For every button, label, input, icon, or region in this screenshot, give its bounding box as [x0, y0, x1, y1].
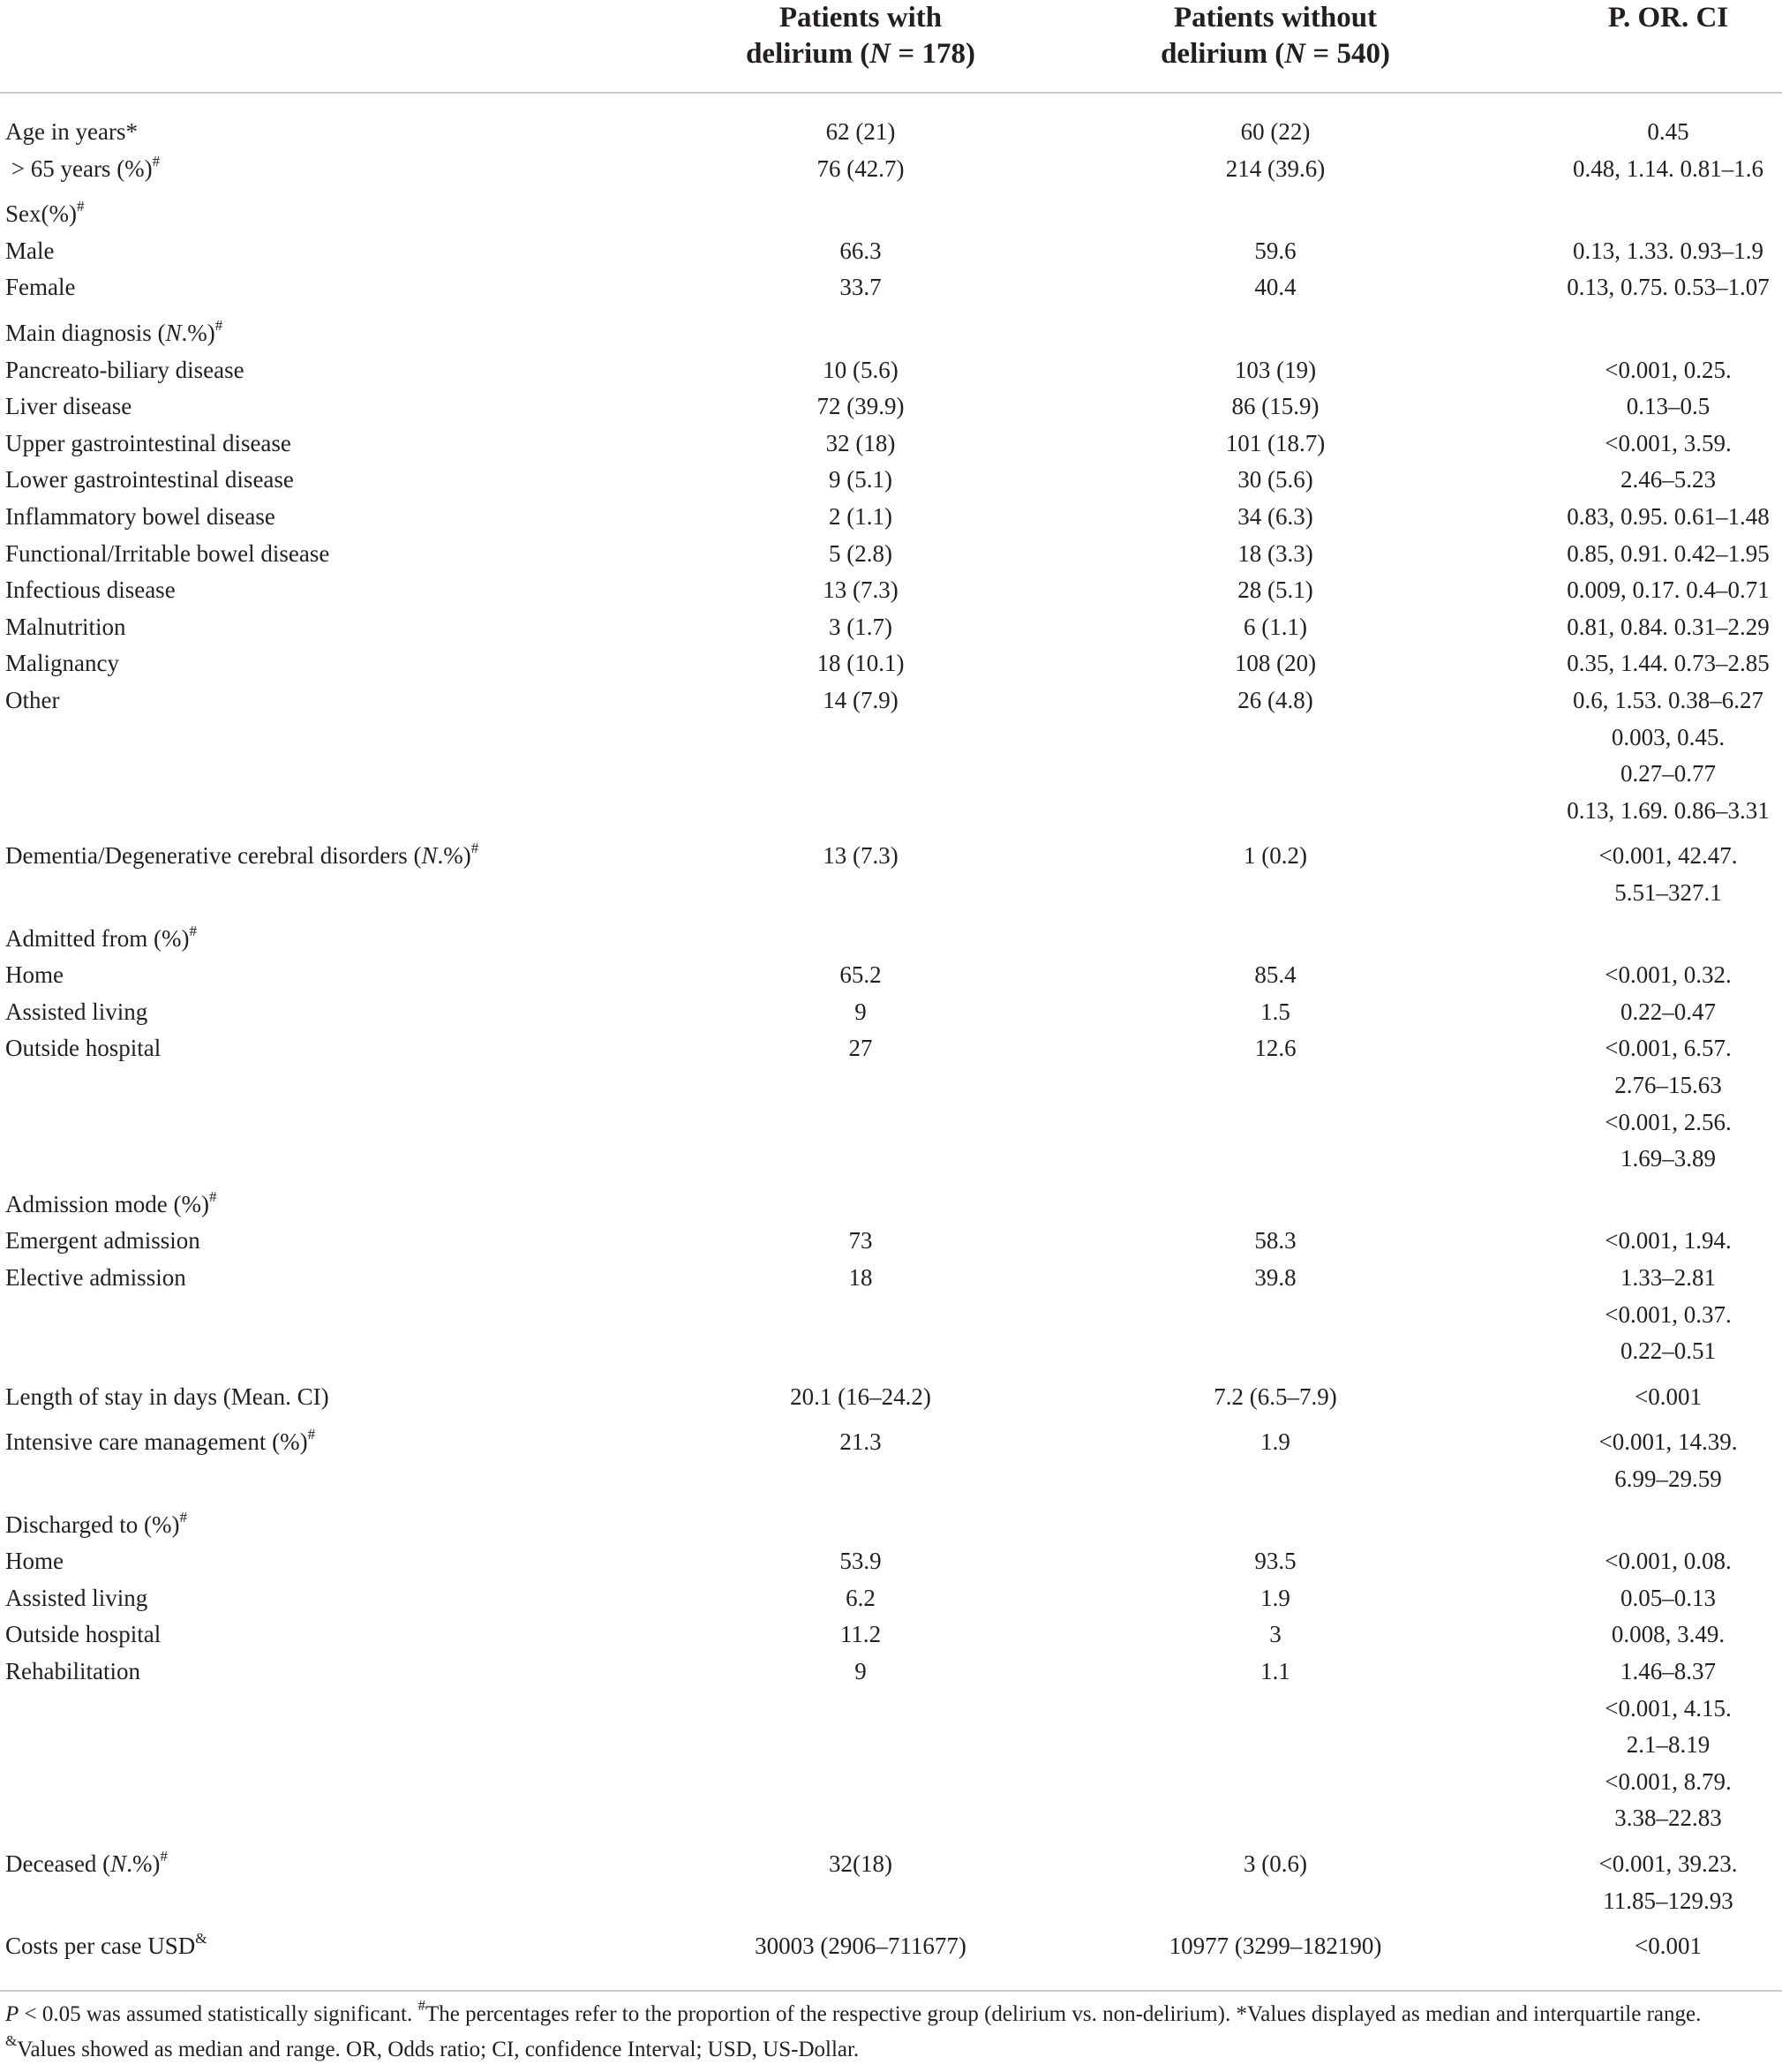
without-delirium-cell: 1.9 [1260, 1584, 1290, 1611]
table-row [0, 682, 1782, 719]
table-row [0, 1616, 1782, 1653]
without-delirium-cell: 3 [1269, 1621, 1282, 1648]
with-delirium-cell: 18 (10.1) [816, 650, 905, 677]
table-row [0, 719, 1782, 756]
without-delirium-cell: 26 (4.8) [1237, 687, 1313, 713]
footnote-marker: # [214, 317, 223, 334]
table-row [0, 1927, 1782, 1964]
p-or-ci-cell: <0.001, 6.57. [1605, 1035, 1732, 1062]
with-delirium-cell: 18 [848, 1264, 873, 1291]
p-or-ci-cell: <0.001, 8.79. [1605, 1767, 1732, 1795]
row-label: Pancreato-biliary disease [5, 356, 244, 383]
row-label: Home [5, 961, 64, 989]
without-delirium-cell: 103 (19) [1234, 356, 1317, 383]
without-delirium-cell: 34 (6.3) [1237, 503, 1313, 530]
row-label: Main diagnosis (N.%)# [5, 317, 223, 346]
with-delirium-cell: 72 (39.9) [816, 393, 905, 420]
without-delirium-cell: 1.9 [1260, 1428, 1290, 1456]
table-row [0, 232, 1782, 269]
table-row [0, 388, 1782, 425]
p-or-ci-cell: 2.46–5.23 [1620, 466, 1716, 494]
p-or-ci-cell: 0.13, 0.75. 0.53–1.07 [1567, 274, 1770, 301]
footnote-marker: # [208, 1187, 217, 1205]
table-row [0, 461, 1782, 498]
with-delirium-cell: 5 (2.8) [829, 539, 892, 567]
p-or-ci-cell: 0.27–0.77 [1620, 760, 1716, 787]
p-or-ci-cell: <0.001 [1635, 1933, 1702, 1960]
p-or-ci-cell: <0.001, 0.25. [1605, 356, 1732, 383]
row-label: Inflammatory bowel disease [5, 503, 275, 530]
table-row [0, 1726, 1782, 1763]
row-label: Assisted living [5, 998, 148, 1025]
table-row [0, 498, 1782, 535]
with-delirium-cell: 13 (7.3) [823, 842, 899, 870]
without-delirium-cell: 39.8 [1254, 1264, 1297, 1291]
table-row [0, 535, 1782, 572]
table-row [0, 1378, 1782, 1415]
footnote-marker: # [189, 922, 197, 939]
p-or-ci-cell: <0.001, 0.08. [1605, 1548, 1732, 1575]
table-row [0, 837, 1782, 874]
table-row [0, 1104, 1782, 1141]
row-label: Infectious disease [5, 576, 176, 604]
p-or-ci-cell: 0.6, 1.53. 0.38–6.27 [1573, 687, 1763, 713]
header-col-p-or-ci: P. OR. CI [1607, 2, 1729, 34]
table-row [0, 1332, 1782, 1369]
table-row [0, 1029, 1782, 1066]
row-label: Outside hospital [5, 1035, 162, 1062]
p-or-ci-cell: <0.001, 2.56. [1605, 1108, 1732, 1135]
row-label: Functional/Irritable bowel disease [5, 539, 330, 567]
p-or-ci-cell: 0.83, 0.95. 0.61–1.48 [1567, 503, 1770, 530]
with-delirium-cell: 30003 (2906–711677) [755, 1933, 966, 1960]
footnote-marker: # [470, 840, 479, 857]
p-or-ci-cell: 0.22–0.51 [1620, 1337, 1716, 1365]
table-row [0, 1259, 1782, 1296]
row-label: Sex(%)# [5, 198, 85, 228]
table-row [0, 1066, 1782, 1104]
p-or-ci-cell: 0.48, 1.14. 0.81–1.6 [1573, 154, 1763, 182]
with-delirium-cell: 32(18) [829, 1850, 892, 1877]
with-delirium-cell: 62 (21) [825, 118, 896, 145]
without-delirium-cell: 12.6 [1254, 1035, 1297, 1062]
without-delirium-cell: 30 (5.6) [1237, 466, 1313, 494]
without-delirium-cell: 6 (1.1) [1244, 613, 1307, 640]
p-or-ci-cell: 0.45 [1647, 118, 1689, 145]
p-or-ci-cell: 3.38–22.83 [1614, 1805, 1722, 1832]
table-row [0, 956, 1782, 993]
p-or-ci-cell: <0.001, 4.15. [1605, 1694, 1732, 1722]
with-delirium-cell: 73 [848, 1227, 873, 1255]
without-delirium-cell: 1.1 [1260, 1658, 1290, 1684]
with-delirium-cell: 27 [848, 1035, 873, 1062]
footnote-marker: # [307, 1426, 316, 1443]
with-delirium-cell: 3 (1.7) [829, 613, 892, 640]
without-delirium-cell: 101 (18.7) [1225, 429, 1326, 456]
p-or-ci-cell: 0.13–0.5 [1626, 393, 1711, 420]
with-delirium-cell: 2 (1.1) [829, 503, 892, 530]
table-row [0, 113, 1782, 150]
table-row [0, 755, 1782, 792]
row-label: Deceased (N.%)# [5, 1848, 168, 1877]
header-col2-line1: Patients without [1173, 2, 1378, 34]
row-label: Male [5, 237, 55, 264]
p-or-ci-cell: 0.85, 0.91. 0.42–1.95 [1567, 539, 1770, 567]
without-delirium-cell: 86 (15.9) [1231, 393, 1320, 420]
with-delirium-cell: 9 [854, 1658, 867, 1684]
p-or-ci-cell: 0.009, 0.17. 0.4–0.71 [1567, 576, 1770, 604]
with-delirium-cell: 33.7 [839, 274, 882, 301]
table-header [0, 0, 1782, 92]
row-label: Outside hospital [5, 1621, 162, 1648]
without-delirium-cell: 214 (39.6) [1225, 154, 1326, 182]
row-label: Liver disease [5, 393, 132, 420]
p-or-ci-cell: 0.05–0.13 [1620, 1584, 1716, 1611]
without-delirium-cell: 7.2 (6.5–7.9) [1214, 1383, 1337, 1410]
table-row [0, 1690, 1782, 1727]
without-delirium-cell: 108 (20) [1234, 650, 1317, 677]
row-label: Emergent admission [5, 1227, 200, 1255]
table-row [0, 150, 1782, 187]
p-or-ci-cell: 0.13, 1.69. 0.86–3.31 [1567, 796, 1770, 824]
row-label: Admitted from (%)# [5, 922, 197, 952]
p-or-ci-cell: <0.001, 14.39. [1598, 1428, 1738, 1456]
without-delirium-cell: 3 (0.6) [1244, 1850, 1307, 1877]
row-label: Female [5, 274, 76, 301]
with-delirium-cell: 14 (7.9) [823, 687, 899, 713]
with-delirium-cell: 11.2 [839, 1621, 882, 1648]
p-or-ci-cell: 0.13, 1.33. 0.93–1.9 [1573, 237, 1763, 264]
row-label: Age in years* [5, 118, 138, 145]
table-row [0, 1653, 1782, 1690]
footnote-marker: # [152, 152, 161, 170]
table-row [0, 1542, 1782, 1579]
table-row [0, 608, 1782, 645]
p-or-ci-cell: 0.003, 0.45. [1611, 723, 1726, 750]
with-delirium-cell: 65.2 [839, 961, 882, 989]
p-or-ci-cell: 2.76–15.63 [1614, 1072, 1722, 1098]
row-label: Length of stay in days (Mean. CI) [5, 1383, 329, 1410]
with-delirium-cell: 66.3 [839, 237, 882, 264]
p-or-ci-cell: <0.001 [1635, 1383, 1702, 1410]
table-row [0, 268, 1782, 305]
with-delirium-cell: 9 [854, 998, 867, 1025]
p-or-ci-cell: <0.001, 0.37. [1605, 1300, 1732, 1328]
without-delirium-cell: 85.4 [1254, 961, 1297, 989]
table-row [0, 993, 1782, 1030]
table-row [0, 792, 1782, 829]
p-or-ci-cell: 1.46–8.37 [1620, 1658, 1716, 1684]
without-delirium-cell: 28 (5.1) [1237, 576, 1313, 604]
with-delirium-cell: 6.2 [846, 1584, 876, 1611]
row-label: Rehabilitation [5, 1658, 140, 1684]
row-label: Discharged to (%)# [5, 1508, 187, 1538]
header-col1-line1: Patients with [778, 2, 943, 34]
with-delirium-cell: 53.9 [839, 1548, 882, 1575]
p-or-ci-cell: 2.1–8.19 [1626, 1731, 1711, 1759]
table-row [0, 195, 1782, 232]
row-label: Upper gastrointestinal disease [5, 429, 291, 456]
row-label: Assisted living [5, 1584, 148, 1611]
table-row [0, 920, 1782, 957]
p-or-ci-cell: <0.001, 3.59. [1605, 429, 1732, 456]
p-or-ci-cell: <0.001, 0.32. [1605, 961, 1732, 989]
without-delirium-cell: 10977 (3299–182190) [1169, 1933, 1382, 1960]
p-or-ci-cell: <0.001, 39.23. [1598, 1850, 1738, 1877]
table-row [0, 1222, 1782, 1259]
without-delirium-cell: 40.4 [1254, 274, 1297, 301]
table-row [0, 571, 1782, 608]
without-delirium-cell: 18 (3.3) [1237, 539, 1313, 567]
with-delirium-cell: 13 (7.3) [823, 576, 899, 604]
with-delirium-cell: 21.3 [839, 1428, 882, 1456]
row-label: Costs per case USD& [5, 1930, 207, 1960]
table-row [0, 1845, 1782, 1882]
p-or-ci-cell: 1.33–2.81 [1620, 1264, 1716, 1291]
row-label: Malignancy [5, 650, 119, 677]
p-or-ci-cell: 0.22–0.47 [1620, 998, 1716, 1025]
table-row [0, 1296, 1782, 1333]
footnote-marker: & [195, 1930, 207, 1948]
with-delirium-cell: 10 (5.6) [823, 356, 899, 383]
row-label: Malnutrition [5, 613, 126, 640]
row-label: Dementia/Degenerative cerebral disorders (N.%)# [5, 840, 479, 870]
table-row [0, 1140, 1782, 1177]
p-or-ci-cell: 5.51–327.1 [1614, 879, 1722, 906]
row-label: Other [5, 687, 60, 713]
table-row [0, 1882, 1782, 1919]
footer-divider [0, 1990, 1782, 1992]
with-delirium-cell: 20.1 (16–24.2) [790, 1383, 931, 1410]
table-row [0, 1763, 1782, 1800]
with-delirium-cell: 32 (18) [825, 429, 896, 456]
with-delirium-cell: 9 (5.1) [829, 466, 892, 494]
without-delirium-cell: 58.3 [1254, 1227, 1297, 1255]
without-delirium-cell: 93.5 [1254, 1548, 1297, 1575]
footnote-marker: # [179, 1508, 187, 1526]
table-row [0, 874, 1782, 911]
table-row [0, 1506, 1782, 1543]
row-label: Home [5, 1548, 64, 1575]
row-label: Intensive care management (%)# [5, 1426, 316, 1456]
p-or-ci-cell: 0.008, 3.49. [1611, 1621, 1726, 1648]
table-row [0, 351, 1782, 388]
table-row [0, 1579, 1782, 1616]
with-delirium-cell: 76 (42.7) [816, 154, 905, 182]
row-label: Elective admission [5, 1264, 186, 1291]
table-row [0, 1186, 1782, 1223]
p-or-ci-cell: <0.001, 42.47. [1598, 842, 1738, 870]
table-row [0, 644, 1782, 682]
header-col2-line2: delirium (N = 540) [1161, 38, 1390, 70]
header-col1-line2: delirium (N = 178) [746, 38, 975, 70]
table-row [0, 314, 1782, 351]
table-row [0, 1799, 1782, 1836]
table-footnote: P < 0.05 was assumed statistically significant. #The percentages refer to the proportion of the respective group (delirium vs. non-delirium). *Values displayed as median and interquartile range. &Values showed as median and range. OR, Odds ratio; CI, confidence Interval; USD, US-Dollar. [5, 1997, 1702, 2061]
footnote-marker: # [160, 1848, 168, 1865]
without-delirium-cell: 59.6 [1254, 237, 1297, 264]
p-or-ci-cell: <0.001, 1.94. [1605, 1227, 1732, 1255]
table-row [0, 1460, 1782, 1497]
row-label: > 65 years (%)# [5, 152, 161, 182]
table-row [0, 425, 1782, 462]
header-divider [0, 92, 1782, 94]
row-label: Admission mode (%)# [5, 1187, 217, 1217]
without-delirium-cell: 60 (22) [1240, 118, 1311, 145]
p-or-ci-cell: 0.81, 0.84. 0.31–2.29 [1567, 613, 1770, 640]
p-or-ci-cell: 11.85–129.93 [1603, 1887, 1733, 1914]
header-col-without-delirium [1099, 0, 1452, 72]
without-delirium-cell: 1 (0.2) [1244, 842, 1307, 870]
table-row [0, 1423, 1782, 1460]
row-label: Lower gastrointestinal disease [5, 466, 294, 494]
without-delirium-cell: 1.5 [1260, 998, 1290, 1025]
footnote-marker: # [76, 198, 85, 215]
p-or-ci-cell: 0.35, 1.44. 0.73–2.85 [1567, 650, 1770, 677]
p-or-ci-cell: 1.69–3.89 [1620, 1145, 1716, 1172]
p-or-ci-cell: 6.99–29.59 [1614, 1465, 1722, 1492]
header-col-with-delirium [684, 0, 1037, 72]
